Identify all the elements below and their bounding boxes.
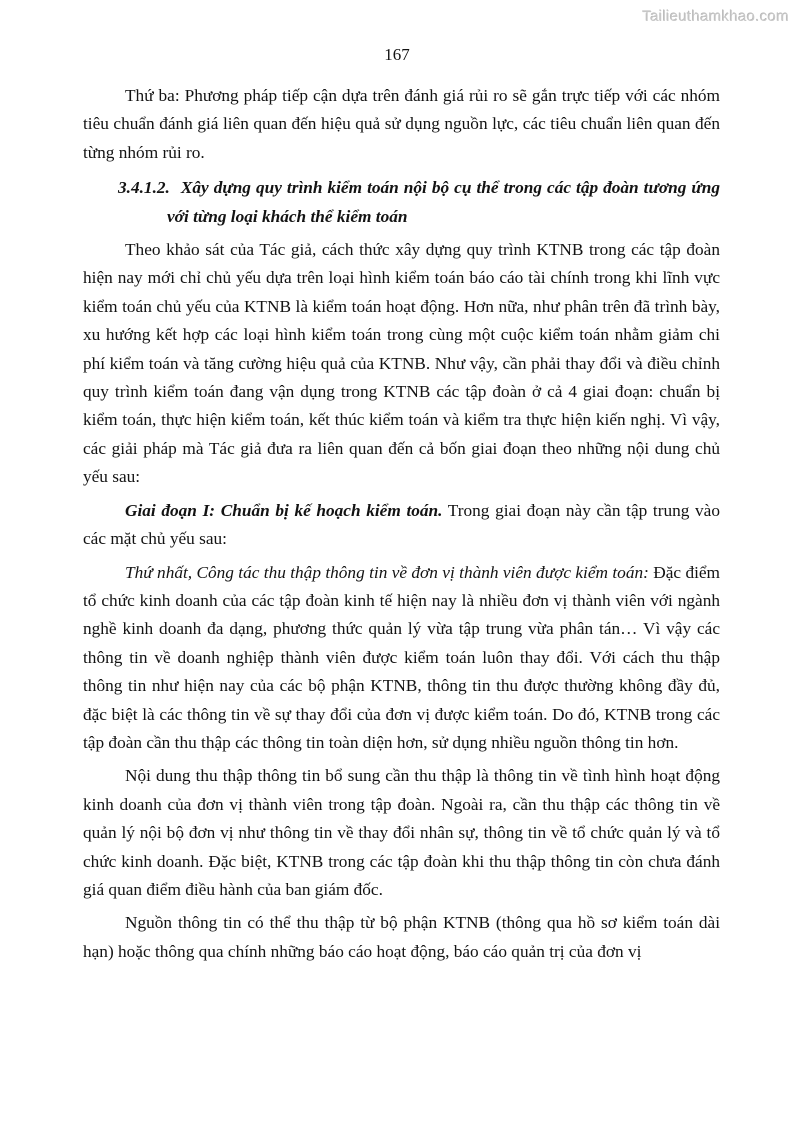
page-number: 167 bbox=[384, 45, 410, 64]
paragraph-giai-doan-1 bbox=[83, 497, 720, 554]
paragraph-lead: Giai đoạn I: Chuẩn bị kế hoạch kiểm toán. bbox=[125, 500, 443, 520]
paragraph-thu-ba: Thứ ba: Phương pháp tiếp cận dựa trên đánh giá rủi ro sẽ gắn trực tiếp với các nhóm tiêu chuẩn đánh giá liên quan đến hiệu quả sử dụng nguồn lực, các tiêu chuẩn liên quan đến từng nhóm rủi ro. bbox=[83, 86, 720, 162]
paragraph-lead: Thứ nhất, Công tác thu thập thông tin về đơn vị thành viên được kiểm toán: bbox=[125, 562, 649, 582]
section-title: Xây dựng quy trình kiểm toán nội bộ cụ thể trong các tập đoàn tương ứng với từng loại khách thể kiểm toán bbox=[167, 178, 720, 226]
paragraph-nguon-thong-tin: Nguồn thông tin có thể thu thập từ bộ phận KTNB (thông qua hồ sơ kiểm toán dài hạn) hoặc thông qua chính những báo cáo hoạt động, báo cáo quản trị của đơn vị bbox=[83, 913, 720, 961]
section-number: 3.4.1.2. bbox=[118, 178, 170, 198]
page-content bbox=[83, 82, 720, 966]
paragraph-noi-dung: Nội dung thu thập thông tin bổ sung cần thu thập là thông tin về tình hình hoạt động kinh doanh của đơn vị thành viên trong tập đoàn. Ngoài ra, cần thu thập các thông tin về quản lý nội bộ đơn vị như thông tin về thay đổi nhân sự, thông tin về tổ chức quản lý và tổ chức kinh doanh. Đặc biệt, KTNB trong các tập đoàn khi thu thập thông tin còn chưa đánh giá quan điểm điều hành của ban giám đốc. bbox=[83, 766, 720, 899]
section-heading-3-4-1-2 bbox=[83, 174, 720, 231]
paragraph-rest: Đặc điểm tổ chức kinh doanh của các tập đoàn kinh tế hiện nay là nhiều đơn vị thành viên với ngành nghề kinh doanh đa dạng, phương thức quản lý vừa tập trung vừa phân tán… Vì vậy các thông tin về doanh nghiệp thành viên được kiểm toán luôn thay đổi. Với cách thu thập thông tin như hiện nay của các bộ phận KTNB, thông tin thu được thường không đầy đủ, đặc biệt là các thông tin về sự thay đổi của đơn vị được kiểm toán. Do đó, KTNB trong các tập đoàn cần thu thập các thông tin toàn diện hơn, sử dụng nhiều nguồn thông tin hơn. bbox=[83, 562, 721, 752]
paragraph-thu-nhat bbox=[83, 559, 720, 758]
paragraph-rest: Trong giai đoạn này cần tập trung vào các mặt chủ yếu sau: bbox=[83, 500, 720, 549]
paragraph-survey: Theo khảo sát của Tác giả, cách thức xây dựng quy trình KTNB trong các tập đoàn hiện nay mới chỉ chủ yếu dựa trên loại hình kiểm toán báo cáo tài chính trong khi lĩnh vực kiểm toán chủ yếu của KTNB là kiểm toán hoạt động. Hơn nữa, như phân trên đã trình bày, xu hướng kết hợp các loại hình kiểm toán trong cùng một cuộc kiểm toán nhằm giảm chi phí kiểm toán và tăng cường hiệu quả của KTNB. Như vậy, cần phải thay đổi và điều chỉnh quy trình kiểm toán đang vận dụng trong KTNB các tập đoàn ở cả 4 giai đoạn: chuẩn bị kiểm toán, thực hiện kiểm toán, kết thúc kiểm toán và kiểm tra thực hiện kiến nghị. Vì vậy, các giải pháp mà Tác giả đưa ra liên quan đến cả bốn giai đoạn theo những nội dung chủ yếu sau: bbox=[83, 240, 720, 487]
watermark-text: Tailieuthamkhao.com bbox=[642, 8, 789, 25]
